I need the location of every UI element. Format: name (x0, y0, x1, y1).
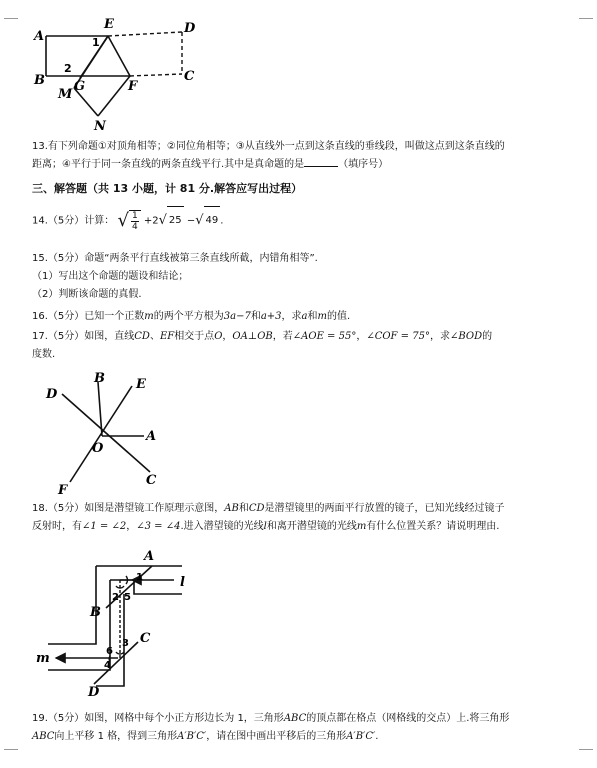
question-17 (32, 328, 568, 364)
q13-line-2 (32, 156, 568, 174)
label-f: F (128, 79, 138, 94)
question-15 (32, 250, 568, 304)
line-ef (70, 386, 132, 482)
tube-right-upper (110, 580, 182, 594)
question-13 (32, 138, 568, 174)
q17-line-2: 度数. (32, 349, 56, 360)
angle-label-4: 4 (104, 660, 111, 671)
label-d: D (184, 21, 196, 36)
q15-line-1: 15.（5分）命题“两条平行直线被第三条直线所截，内错角相等”. (32, 253, 318, 264)
figure-periscope (34, 546, 214, 698)
label-m: m (36, 651, 50, 666)
crop-mark-bottom-left (4, 749, 18, 764)
label-c: C (140, 631, 151, 646)
label-d: D (88, 685, 100, 698)
crop-mark-top-right (579, 4, 593, 19)
figure-fold-rectangle (30, 14, 210, 134)
q17-line-1: 17.（5分）如图，直线CD、EF相交于点O，OA⊥OB，若∠AOE = 55°，∠COF = 75°，求∠BOD的 (32, 331, 493, 342)
angle-label-1: 1 (92, 36, 100, 49)
fraction-numerator: 1 (131, 210, 138, 221)
q13-hint: （填序号） (338, 159, 389, 170)
mirror-cd (94, 642, 138, 684)
label-a: A (144, 549, 155, 564)
radical-25: √ 25 (159, 206, 184, 235)
label-e: E (104, 17, 114, 32)
q18-line-2: 反射时，有∠1 = ∠2，∠3 = ∠4.进入潜望镜的光线l和离开潜望镜的光线m有什么位置关系？请说明理由. (32, 521, 500, 532)
label-l: l (180, 575, 185, 590)
label-c: C (184, 69, 195, 84)
fraction-denominator: 4 (131, 221, 138, 232)
crop-mark-top-left (4, 4, 18, 19)
question-19 (32, 710, 568, 746)
q14-plus-two: +2 (143, 215, 159, 227)
label-b: B (90, 605, 101, 620)
label-a: A (34, 29, 45, 44)
angle-label-5: 5 (124, 592, 131, 603)
question-14: 14.（5分）计算： √ $\frac{1}{4}$ +2 √ 25 − √ 49 . (32, 206, 568, 236)
angle-label-3: 3 (122, 638, 129, 649)
label-o: O (92, 441, 104, 456)
section-3-title: 三、解答题（共 13 小题，计 81 分.解答应写出过程） (32, 182, 303, 195)
label-d: D (46, 387, 58, 402)
radical-one-quarter: √ $\frac{1}{4}$ (117, 207, 140, 235)
q14-prefix: 14.（5分）计算： (32, 215, 115, 227)
label-m: M (58, 87, 73, 102)
question-18 (32, 500, 568, 536)
angle-label-6: 6 (106, 646, 113, 657)
seg-ed-dashed (108, 32, 182, 36)
q15-line-2: （1）写出这个命题的题设和结论； (32, 271, 189, 282)
radical-49: √ 49 (195, 206, 220, 235)
line-dc (62, 394, 150, 472)
label-n: N (94, 119, 106, 134)
fraction-one-quarter (129, 210, 141, 232)
q18-line-1: 18.（5分）如图是潜望镜工作原理示意图，AB和CD是潜望镜里的两面平行放置的镜子，已知光线经过镜子 (32, 503, 505, 514)
figure-intersecting-lines (40, 370, 180, 498)
tube-inner-left (48, 580, 110, 670)
q14-minus: − (186, 215, 196, 227)
q19-line-1: 19.（5分）如图，网格中每个小正方形边长为 1，三角形ABC的顶点都在格点（网格线的交点）上.将三角形 (32, 713, 510, 724)
angle-label-1: 1 (136, 572, 143, 583)
label-f: F (58, 483, 68, 498)
tube-left-upper (48, 566, 96, 644)
answer-blank (304, 156, 338, 167)
q19-line-2: ABC向上平移 1 格，得到三角形A′B′C′，请在图中画出平移后的三角形A′B′C′. (32, 731, 379, 742)
seg-nf (98, 76, 130, 116)
label-g: G (74, 79, 86, 94)
q15-line-3: （2）判断该命题的真假. (32, 289, 142, 300)
label-e: E (136, 377, 146, 392)
label-c: C (146, 473, 157, 488)
seg-ef (108, 36, 130, 76)
crop-mark-bottom-right (579, 749, 593, 764)
label-a: A (146, 429, 157, 444)
label-b: B (94, 371, 105, 386)
seg-fc-dashed (130, 74, 182, 76)
q13-text: 距离；④平行于同一条直线的两条直线平行.其中是真命题的是 (32, 159, 305, 170)
angle-label-2: 2 (112, 592, 119, 603)
question-16: 16.（5分）已知一个正数m的两个平方根为3a−7和a+3，求a和m的值. (32, 311, 351, 322)
angle-label-2: 2 (64, 62, 72, 75)
label-b: B (34, 73, 45, 88)
q13-line-1: 13.有下列命题①对顶角相等；②同位角相等；③从直线外一点到这条直线的垂线段，叫做这点到这条直线的 (32, 141, 505, 152)
